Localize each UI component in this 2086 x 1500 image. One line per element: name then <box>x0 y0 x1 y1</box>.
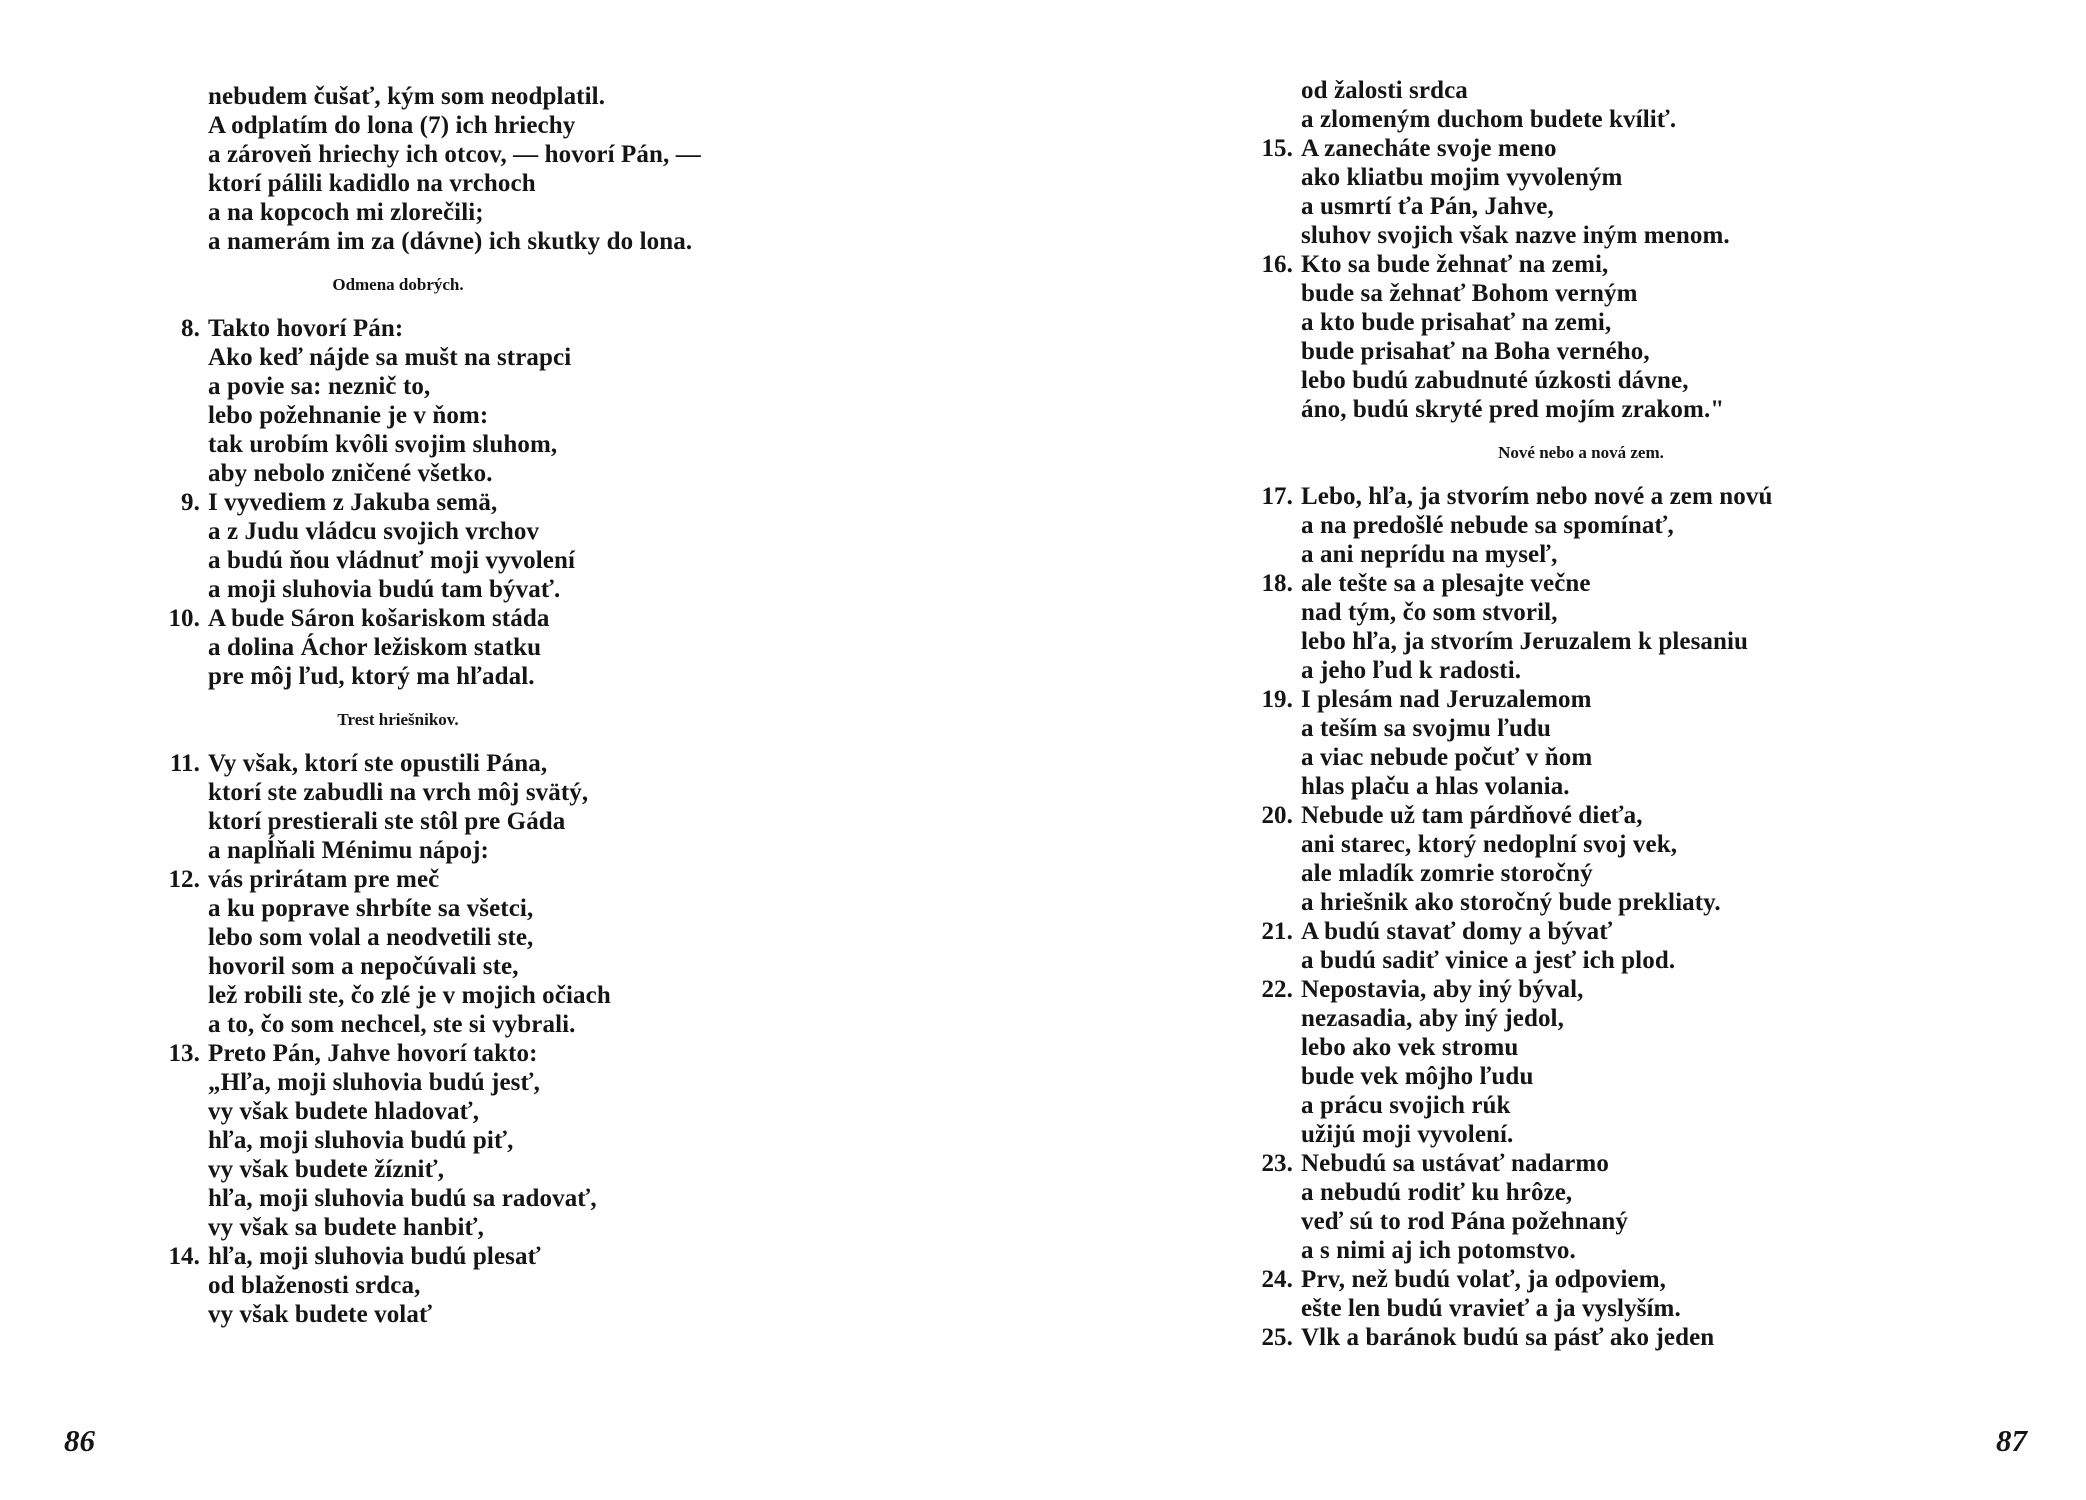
verse-text: a jeho ľud k radosti. <box>1301 657 1522 684</box>
verse-text: I vyvediem z Jakuba semä, <box>208 489 498 516</box>
verse-text: od blaženosti srdca, <box>208 1272 421 1299</box>
verse-text: a ku poprave shrbíte sa všetci, <box>208 895 534 922</box>
verse-text: Vlk a baránok budú sa pásť ako jeden <box>1301 1324 1715 1351</box>
verse-line <box>1261 250 1861 279</box>
verse-text: bude sa žehnať Bohom verným <box>1301 280 1638 307</box>
verse-line <box>208 923 701 952</box>
verse-text: a z Judu vládcu svojich vrchov <box>208 518 540 545</box>
verse-number: 23. <box>1261 1150 1293 1177</box>
verse-text: a dolina Áchor ležiskom statku <box>208 634 542 661</box>
verse-line <box>1301 192 1861 221</box>
verse-text: „Hľa, moji sluhovia budú jesť, <box>208 1069 540 1096</box>
verse-line <box>208 836 701 865</box>
verse-line <box>1301 1091 1861 1120</box>
verse-line <box>1301 337 1861 366</box>
verse-text: a prácu svojich rúk <box>1301 1092 1511 1119</box>
verse-line <box>1301 656 1861 685</box>
verse-text: a napĺňali Ménimu nápoj: <box>208 837 489 864</box>
verse-number: 19. <box>1261 686 1293 713</box>
verse-text: nad tým, čo som stvoril, <box>1301 599 1558 626</box>
section-heading: Nové nebo a nová zem. <box>1498 443 1664 462</box>
verse-line <box>1301 308 1861 337</box>
verse-line <box>208 227 701 256</box>
verse-text: hlas plaču a hlas volania. <box>1301 773 1570 800</box>
verse-line <box>208 981 701 1010</box>
verse-text: Preto Pán, Jahve hovorí takto: <box>208 1040 538 1067</box>
verse-text: I plesám nad Jeruzalemom <box>1301 686 1592 713</box>
verse-text: Ako keď nájde sa mušt na strapci <box>208 344 572 371</box>
verse-line <box>1261 1149 1861 1178</box>
verse-number: 14. <box>168 1243 200 1270</box>
verse-text: ktorí prestierali ste stôl pre Gáda <box>208 808 566 835</box>
verse-line <box>208 111 701 140</box>
verse-text: a nebudú rodiť ku hrôze, <box>1301 1179 1573 1206</box>
verse-text: Nebudú sa ustávať nadarmo <box>1301 1150 1609 1177</box>
verse-text: od žalosti srdca <box>1301 77 1468 104</box>
verse-number: 13. <box>168 1040 200 1067</box>
verse-line <box>168 604 701 633</box>
verse-line <box>169 749 701 778</box>
verse-line <box>1301 221 1861 250</box>
verse-text: hľa, moji sluhovia budú sa radovať, <box>208 1185 597 1212</box>
verse-number: 12. <box>168 866 200 893</box>
verse-line <box>208 430 701 459</box>
verse-text: a zároveň hriechy ich otcov, — hovorí Pán, — <box>208 141 701 168</box>
verse-line <box>1261 134 1861 163</box>
verse-text: áno, budú skryté pred mojím zrakom." <box>1301 396 1725 423</box>
verse-text: bude vek môjho ľudu <box>1301 1063 1534 1090</box>
verse-line <box>208 1126 701 1155</box>
verse-line <box>208 1010 701 1039</box>
verse-text: Vy však, ktorí ste opustili Pána, <box>208 750 548 777</box>
verse-text: a teším sa svojmu ľudu <box>1301 715 1552 742</box>
verse-line <box>1301 1120 1861 1149</box>
verse-text: lebo hľa, ja stvorím Jeruzalem k plesaniu <box>1301 628 1749 655</box>
verse-line <box>1301 279 1861 308</box>
left-page-text-column <box>168 82 701 1329</box>
verse-line <box>208 82 701 111</box>
verse-line <box>1261 569 1861 598</box>
verse-line <box>181 314 701 343</box>
verse-text: A odplatím do lona (7) ich hriechy <box>208 112 576 139</box>
verse-line <box>181 488 701 517</box>
verse-text: ale mladík zomrie storočný <box>1301 860 1593 887</box>
verse-number: 15. <box>1261 135 1293 162</box>
verse-line <box>208 633 701 662</box>
page-number-left: 86 <box>64 1423 95 1458</box>
verse-number: 24. <box>1261 1266 1293 1293</box>
verse-line <box>208 662 701 691</box>
verse-text: bude prisahať na Boha verného, <box>1301 338 1650 365</box>
verse-line <box>1301 105 1861 134</box>
verse-number: 25. <box>1261 1324 1293 1351</box>
verse-text: vás prirátam pre meč <box>208 866 440 893</box>
right-page-text-column <box>1261 76 1861 1352</box>
verse-text: vy však budete žízniť, <box>208 1156 445 1183</box>
verse-text: lebo ako vek stromu <box>1301 1034 1519 1061</box>
verse-text: vy však sa budete hanbiť, <box>208 1214 485 1241</box>
verse-line <box>1301 163 1861 192</box>
verse-text: a namerám im za (dávne) ich skutky do lona. <box>208 228 693 255</box>
verse-line <box>208 807 701 836</box>
verse-line <box>1261 1265 1861 1294</box>
verse-line <box>1301 859 1861 888</box>
verse-text: hľa, moji sluhovia budú plesať <box>208 1243 541 1270</box>
verse-line <box>1301 1033 1861 1062</box>
verse-text: a kto bude prisahať na zemi, <box>1301 309 1612 336</box>
verse-line <box>1301 395 1861 424</box>
section-heading: Trest hriešnikov. <box>337 710 459 729</box>
verse-line <box>168 1242 701 1271</box>
verse-line <box>1261 685 1861 714</box>
verse-line <box>168 1039 701 1068</box>
verse-line <box>1261 975 1861 1004</box>
verse-text: a usmrtí ťa Pán, Jahve, <box>1301 193 1554 220</box>
section-heading: Odmena dobrých. <box>332 275 464 294</box>
verse-line <box>1301 598 1861 627</box>
verse-text: vy však budete hladovať, <box>208 1098 480 1125</box>
verse-text: užijú moji vyvolení. <box>1301 1121 1514 1148</box>
verse-text: a ani neprídu na myseľ, <box>1301 541 1558 568</box>
verse-line <box>1301 1294 1861 1323</box>
verse-text: ale tešte sa a plesajte večne <box>1301 570 1591 597</box>
verse-text: ktorí ste zabudli na vrch môj svätý, <box>208 779 589 806</box>
verse-line <box>1261 1323 1861 1352</box>
right-page <box>1043 0 2086 1500</box>
verse-text: A budú stavať domy a bývať <box>1301 918 1613 945</box>
verse-number: 20. <box>1261 802 1293 829</box>
verse-line <box>208 778 701 807</box>
verse-line <box>1301 714 1861 743</box>
verse-text: vy však budete volať <box>208 1301 433 1328</box>
verse-line <box>208 546 701 575</box>
verse-line <box>208 1213 701 1242</box>
verse-line <box>1261 917 1861 946</box>
verse-line <box>1301 743 1861 772</box>
verse-line <box>208 1097 701 1126</box>
verse-text: nebudem čušať, kým som neodplatil. <box>208 83 606 110</box>
verse-number: 21. <box>1261 918 1293 945</box>
verse-line <box>168 865 701 894</box>
verse-line <box>208 401 701 430</box>
verse-line <box>208 459 701 488</box>
verse-text: A zanecháte svoje meno <box>1301 135 1557 162</box>
verse-number: 8. <box>181 315 200 342</box>
verse-line <box>208 1300 701 1329</box>
verse-line <box>208 952 701 981</box>
verse-line <box>1301 366 1861 395</box>
verse-line <box>1301 1004 1861 1033</box>
verse-text: a budú sadiť vinice a jesť ich plod. <box>1301 947 1676 974</box>
verse-line <box>208 894 701 923</box>
verse-line <box>208 198 701 227</box>
verse-text: Nepostavia, aby iný býval, <box>1301 976 1584 1003</box>
verse-text: a budú ňou vládnuť moji vyvolení <box>208 547 576 574</box>
verse-line <box>208 517 701 546</box>
verse-text: a na predošlé nebude sa spomínať, <box>1301 512 1674 539</box>
verse-line <box>1261 801 1861 830</box>
verse-line <box>1301 627 1861 656</box>
verse-text: lebo budú zabudnuté úzkosti dávne, <box>1301 367 1689 394</box>
verse-line <box>1301 888 1861 917</box>
verse-text: ako kliatbu mojim vyvoleným <box>1301 164 1623 191</box>
verse-text: a zlomeným duchom budete kvíliť. <box>1301 106 1677 133</box>
verse-line <box>1301 1062 1861 1091</box>
verse-text: Kto sa bude žehnať na zemi, <box>1301 251 1609 278</box>
verse-text: a na kopcoch mi zlorečili; <box>208 199 484 226</box>
verse-line <box>1301 1178 1861 1207</box>
verse-text: a viac nebude počuť v ňom <box>1301 744 1593 771</box>
verse-text: hovoril som a nepočúvali ste, <box>208 953 519 980</box>
verse-number: 9. <box>181 489 200 516</box>
verse-text: lebo som volal a neodvetili ste, <box>208 924 534 951</box>
verse-text: sluhov svojich však nazve iným menom. <box>1301 222 1730 249</box>
verse-line <box>1261 482 1861 511</box>
verse-text: a s nimi aj ich potomstvo. <box>1301 1237 1576 1264</box>
verse-text: aby nebolo zničené všetko. <box>208 460 493 487</box>
verse-number: 22. <box>1261 976 1293 1003</box>
verse-text: tak urobím kvôli svojim sluhom, <box>208 431 558 458</box>
verse-text: lebo požehnanie je v ňom: <box>208 402 489 429</box>
verse-text: hľa, moji sluhovia budú piť, <box>208 1127 514 1154</box>
verse-line <box>208 1155 701 1184</box>
verse-text: Takto hovorí Pán: <box>208 315 404 342</box>
verse-text: pre môj ľud, ktorý ma hľadal. <box>208 663 535 690</box>
verse-line <box>208 1271 701 1300</box>
verse-line <box>208 140 701 169</box>
verse-line <box>208 1184 701 1213</box>
verse-line <box>208 575 701 604</box>
verse-text: nezasadia, aby iný jedol, <box>1301 1005 1564 1032</box>
verse-number: 17. <box>1261 483 1293 510</box>
verse-line <box>208 372 701 401</box>
verse-line <box>1301 76 1861 105</box>
verse-text: Lebo, hľa, ja stvorím nebo nové a zem novú <box>1301 483 1773 510</box>
verse-text: a moji sluhovia budú tam bývať. <box>208 576 561 603</box>
verse-line <box>208 343 701 372</box>
verse-text: a to, čo som nechcel, ste si vybrali. <box>208 1011 576 1038</box>
verse-text: veď sú to rod Pána požehnaný <box>1301 1208 1628 1235</box>
verse-text: A bude Sáron košariskom stáda <box>208 605 550 632</box>
verse-line <box>1301 946 1861 975</box>
verse-text: ešte len budú vravieť a ja vyslyším. <box>1301 1295 1681 1322</box>
verse-number: 11. <box>169 750 200 777</box>
verse-number: 16. <box>1261 251 1293 278</box>
verse-line <box>1301 1236 1861 1265</box>
verse-text: Prv, než budú volať, ja odpoviem, <box>1301 1266 1666 1293</box>
verse-text: ktorí pálili kadidlo na vrchoch <box>208 170 536 197</box>
verse-text: Nebude už tam párdňové dieťa, <box>1301 802 1643 829</box>
verse-text: ani starec, ktorý nedoplní svoj vek, <box>1301 831 1678 858</box>
verse-line <box>1301 1207 1861 1236</box>
verse-number: 18. <box>1261 570 1293 597</box>
verse-line <box>1301 772 1861 801</box>
verse-text: lež robili ste, čo zlé je v mojich očiach <box>208 982 611 1009</box>
verse-line <box>208 1068 701 1097</box>
verse-line <box>1301 511 1861 540</box>
verse-text: a povie sa: neznič to, <box>208 373 431 400</box>
verse-line <box>1301 540 1861 569</box>
page-number-right: 87 <box>1996 1423 2027 1458</box>
verse-line <box>1301 830 1861 859</box>
verse-text: a hriešnik ako storočný bude prekliaty. <box>1301 889 1721 916</box>
verse-number: 10. <box>168 605 200 632</box>
verse-line <box>208 169 701 198</box>
